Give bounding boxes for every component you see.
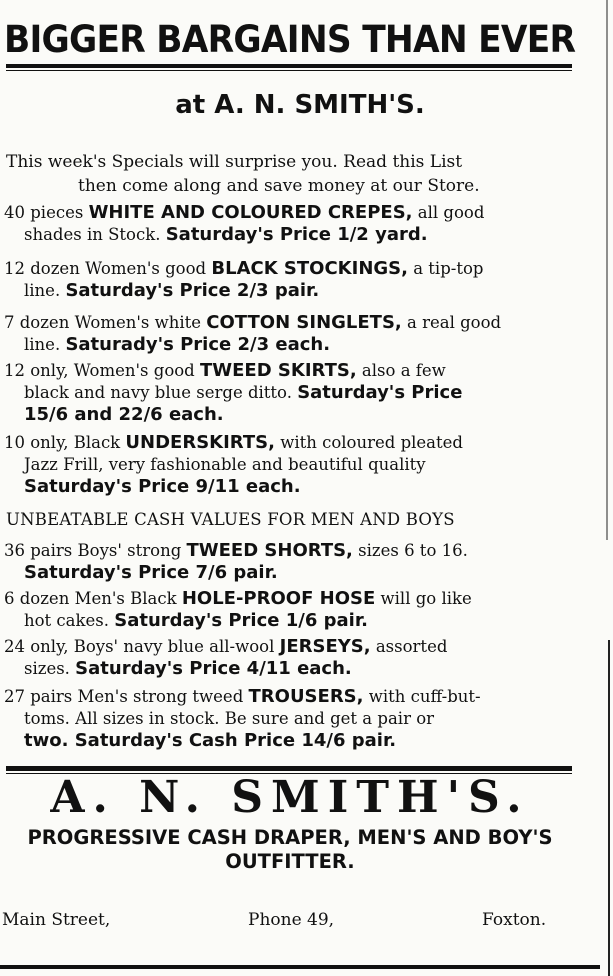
- intro-line-1: This week's Specials will surprise you. Read this List: [6, 152, 463, 172]
- item-product: TROUSERS,: [248, 686, 364, 707]
- item-text: sizes.: [24, 659, 76, 678]
- item-product: BLACK STOCKINGS,: [211, 258, 408, 279]
- item-text: black and navy blue serge ditto.: [24, 383, 298, 402]
- item-text: 24 only, Boys' navy blue all-wool: [4, 637, 280, 656]
- item-text: a real good: [401, 313, 502, 332]
- headline-rule-thin: [6, 70, 572, 71]
- item-text: sizes 6 to 16.: [352, 541, 468, 560]
- headline: BIGGER BARGAINS THAN EVER: [4, 18, 576, 61]
- item-product: HOLE-PROOF HOSE: [181, 588, 376, 609]
- item-price: 15/6 and 22/6 each.: [24, 404, 224, 425]
- item-text: 6 dozen Men's Black: [4, 589, 182, 608]
- footer-rule: [6, 766, 572, 771]
- item-text: hot cakes.: [24, 611, 115, 630]
- list-item: [4, 312, 566, 356]
- item-text: also a few: [356, 361, 446, 380]
- address: Main Street,: [2, 910, 111, 930]
- list-item: [4, 540, 566, 584]
- item-price: two. Saturday's Cash Price 14/6 pair.: [24, 730, 397, 751]
- headline-rule: [6, 64, 572, 68]
- item-text: all good: [412, 203, 485, 222]
- item-text: Jazz Frill, very fashionable and beautiful quality: [24, 455, 426, 474]
- store-name: A. N. SMITH'S.: [50, 772, 530, 823]
- item-text: 40 pieces: [4, 203, 89, 222]
- item-text: line.: [24, 281, 66, 300]
- item-price: Saturday's Price 7/6 pair.: [24, 562, 278, 583]
- item-text: with cuff-but-: [363, 687, 481, 706]
- item-text: shades in Stock.: [24, 225, 166, 244]
- item-price: Saturday's Price 1/6 pair.: [114, 610, 368, 631]
- column-divider: [608, 640, 610, 976]
- item-text: 10 only, Black: [4, 433, 126, 452]
- list-item: [4, 202, 566, 246]
- item-price: Saturday's Price 1/2 yard.: [165, 224, 428, 245]
- list-item: [4, 360, 566, 426]
- bottom-rule: [0, 965, 600, 969]
- item-text: a tip-top: [407, 259, 484, 278]
- item-product: JERSEYS,: [279, 636, 371, 657]
- list-item: [4, 432, 566, 498]
- column-divider: [606, 0, 608, 540]
- item-price: Saturady's Price 2/3 each.: [65, 334, 331, 355]
- item-text: 12 dozen Women's good: [4, 259, 212, 278]
- item-text: 12 only, Women's good: [4, 361, 200, 380]
- item-text: will go like: [375, 589, 472, 608]
- item-product: TWEED SKIRTS,: [200, 360, 357, 381]
- list-item: [4, 636, 566, 680]
- item-price: Saturday's Price: [297, 382, 463, 403]
- store-tagline: PROGRESSIVE CASH DRAPER, MEN'S AND BOY'S OUTFITTER.: [27, 826, 553, 873]
- item-product: TWEED SHORTS,: [186, 540, 353, 561]
- item-text: with coloured pleated: [274, 433, 463, 452]
- item-text: line.: [24, 335, 66, 354]
- item-price: Saturday's Price 4/11 each.: [75, 658, 352, 679]
- item-text: toms. All sizes in stock. Be sure and get a pair or: [24, 709, 435, 728]
- item-text: assorted: [370, 637, 448, 656]
- item-product: COTTON SINGLETS,: [206, 312, 402, 333]
- list-item: [4, 258, 566, 302]
- item-product: WHITE AND COLOURED CREPES,: [88, 202, 413, 223]
- item-text: 36 pairs Boys' strong: [4, 541, 187, 560]
- phone: Phone 49,: [248, 910, 335, 930]
- item-text: 27 pairs Men's strong tweed: [4, 687, 249, 706]
- intro-line-2: then come along and save money at our Store.: [78, 176, 480, 196]
- item-text: 7 dozen Women's white: [4, 313, 207, 332]
- subheading: at A. N. SMITH'S.: [175, 90, 425, 120]
- list-item: [4, 588, 566, 632]
- item-price: Saturday's Price 9/11 each.: [24, 476, 301, 497]
- section-title: UNBEATABLE CASH VALUES FOR MEN AND BOYS: [6, 510, 455, 529]
- item-price: Saturday's Price 2/3 pair.: [65, 280, 320, 301]
- item-product: UNDERSKIRTS,: [125, 432, 275, 453]
- town: Foxton.: [482, 910, 547, 930]
- list-item: [4, 686, 566, 752]
